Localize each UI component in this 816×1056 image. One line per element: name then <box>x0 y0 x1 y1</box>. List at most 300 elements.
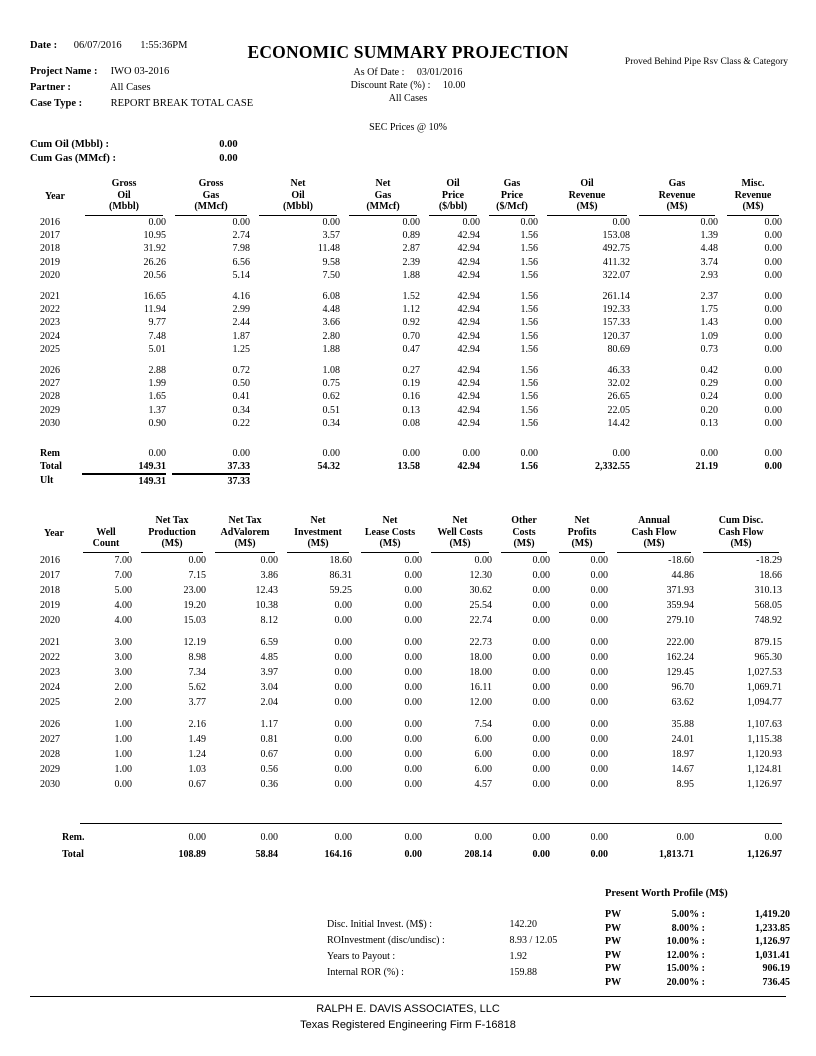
pw-tag: PW <box>605 963 622 974</box>
cell-value: 3.00 <box>114 636 132 648</box>
column-header: Net Lease Costs (M$) <box>358 503 422 553</box>
year-row <box>34 635 782 650</box>
cell-value: 965.30 <box>754 651 782 663</box>
cell-value: 35.88 <box>671 718 694 730</box>
cell-value: 9.77 <box>148 317 166 329</box>
header-row <box>34 170 782 216</box>
cell-value: 12.43 <box>255 584 278 596</box>
cell-value: 26.65 <box>607 391 630 403</box>
cell-value: 0.00 <box>404 666 422 678</box>
column-header: Year <box>45 191 65 202</box>
cell-value: 208.14 <box>464 848 492 860</box>
column-header: Gross Gas (MMcf) <box>172 170 250 216</box>
cell-value: 42.94 <box>457 330 480 342</box>
cell-value: 0.00 <box>590 681 608 693</box>
cell-value: 1.56 <box>520 317 538 329</box>
cell-value: 1.39 <box>700 229 718 241</box>
year-row <box>34 613 782 628</box>
cell-value: 1.09 <box>700 330 718 342</box>
cell-value: 46.33 <box>607 364 630 376</box>
cell-value: 149.31 <box>138 461 166 472</box>
partner-label: Partner : <box>30 82 71 93</box>
cell-value: 6.08 <box>322 290 340 302</box>
cell-value: 0.00 <box>462 447 480 459</box>
year-row <box>34 665 782 680</box>
cell-value: 22.05 <box>607 404 630 416</box>
cell-value: 1.03 <box>188 763 206 775</box>
pw-rate: 20.00% : <box>666 976 705 988</box>
cell-value: 0.00 <box>676 831 694 843</box>
cell-value: 0.00 <box>590 718 608 730</box>
production-revenue-table-wrap <box>28 170 788 489</box>
cell-value: 0.89 <box>402 229 420 241</box>
cell-value: 6.59 <box>260 636 278 648</box>
column-header: Net Profits (M$) <box>556 503 608 553</box>
cell-value: 2.87 <box>402 243 420 255</box>
row-label: 2021 <box>40 290 60 302</box>
pw-row <box>605 922 790 936</box>
cell-value: 42.94 <box>457 290 480 302</box>
cell-value: 5.14 <box>232 270 250 282</box>
stat-label: Disc. Initial Invest. (M$) : <box>327 919 432 930</box>
cell-value: 42.94 <box>457 377 480 389</box>
cell-value: 9.58 <box>322 256 340 268</box>
cell-value <box>544 473 630 488</box>
cell-value: 7.54 <box>474 718 492 730</box>
as-of-date-value: 03/01/2016 <box>416 67 463 78</box>
cell-value: 3.04 <box>260 681 278 693</box>
cum-gas-row <box>30 153 238 164</box>
cell-value: 162.24 <box>666 651 694 663</box>
cell-value <box>486 473 538 488</box>
project-name-row <box>30 66 169 77</box>
cell-value: 1.43 <box>700 317 718 329</box>
column-header: Year <box>44 528 64 539</box>
column-header: Net Well Costs (M$) <box>428 503 492 553</box>
cell-value: 1,126.97 <box>747 778 782 790</box>
column-header: Gross Oil (Mbbl) <box>82 170 166 216</box>
cell-value: 0.00 <box>532 778 550 790</box>
cell-value: 4.00 <box>114 599 132 611</box>
year-row <box>34 229 782 242</box>
cell-value: 0.00 <box>232 216 250 228</box>
cell-value: 0.00 <box>590 599 608 611</box>
cell-value: 0.00 <box>764 831 782 843</box>
cell-value: 0.00 <box>114 778 132 790</box>
cell-value: 42.94 <box>457 344 480 356</box>
costs-cashflow-table <box>28 503 788 863</box>
pw-rate: 5.00% : <box>671 909 705 920</box>
cell-value: 0.00 <box>334 599 352 611</box>
cell-value: 30.62 <box>469 584 492 596</box>
stat-row <box>327 933 557 949</box>
cell-value: 1.65 <box>148 391 166 403</box>
cell-value: 7.98 <box>232 243 250 255</box>
cell-value: 26.26 <box>143 256 166 268</box>
row-label: 2018 <box>40 243 60 255</box>
cell-value: 0.29 <box>700 377 718 389</box>
cell-value: 0.20 <box>700 404 718 416</box>
cell-value: 2.80 <box>322 330 340 342</box>
cell-value: 42.94 <box>457 303 480 315</box>
pw-tag: PW <box>605 976 622 988</box>
column-header: Net Oil (Mbbl) <box>256 170 340 216</box>
as-of-date-row <box>208 66 608 79</box>
cell-value: 11.94 <box>143 303 166 315</box>
cell-value: 2.04 <box>260 696 278 708</box>
cell-value: 0.42 <box>700 364 718 376</box>
cell-value: 1.56 <box>520 364 538 376</box>
cell-value: 222.00 <box>666 636 694 648</box>
cell-value: 1.00 <box>114 748 132 760</box>
pw-rate: 8.00% : <box>671 922 705 934</box>
cum-gas-value: 0.00 <box>219 153 238 164</box>
cell-value: 0.00 <box>764 243 782 255</box>
cell-value: 2,332.55 <box>595 461 630 472</box>
cell-value: 748.92 <box>754 614 782 626</box>
cell-value: 0.00 <box>590 748 608 760</box>
cell-value: 25.54 <box>469 599 492 611</box>
cell-value: 42.94 <box>457 418 480 430</box>
cell-value: 23.00 <box>183 584 206 596</box>
cell-value: 16.65 <box>143 290 166 302</box>
cell-value: 0.00 <box>334 718 352 730</box>
column-header: Other Costs (M$) <box>498 503 550 553</box>
cell-value: 0.00 <box>404 569 422 581</box>
cell-value: 7.48 <box>148 330 166 342</box>
cell-value: 42.94 <box>457 243 480 255</box>
cell-value: 0.00 <box>532 569 550 581</box>
year-row <box>34 762 782 777</box>
year-row <box>34 377 782 390</box>
cell-value: 58.84 <box>255 848 278 860</box>
cell-value: 21.19 <box>695 461 718 472</box>
column-header: Oil Revenue (M$) <box>544 170 630 216</box>
cell-value: 0.00 <box>334 748 352 760</box>
center-info-block <box>208 66 608 105</box>
cell-value: 6.00 <box>474 748 492 760</box>
cell-value: 18.66 <box>759 569 782 581</box>
cell-value: 0.56 <box>260 763 278 775</box>
cell-value: 157.33 <box>602 317 630 329</box>
row-label: 2029 <box>40 763 60 775</box>
cell-value: 0.00 <box>260 554 278 566</box>
cell-value: 12.19 <box>183 636 206 648</box>
cell-value: 1.49 <box>188 733 206 745</box>
pw-tag: PW <box>605 949 622 961</box>
cell-value: 42.94 <box>457 364 480 376</box>
cell-value: 568.05 <box>754 599 782 611</box>
row-label: 2020 <box>40 270 60 282</box>
cell-value: 5.01 <box>148 344 166 356</box>
cell-value: 1.00 <box>114 718 132 730</box>
year-row <box>34 256 782 269</box>
cell-value: 0.00 <box>334 651 352 663</box>
stat-row <box>327 917 557 933</box>
cell-value: 129.45 <box>666 666 694 678</box>
stat-value: 159.88 <box>509 967 537 978</box>
total-row <box>34 460 782 473</box>
cell-value: 0.00 <box>700 216 718 228</box>
cell-value: 8.98 <box>188 651 206 663</box>
cell-value: 0.08 <box>402 418 420 430</box>
cell-value: 0.00 <box>764 256 782 268</box>
costs-cashflow-table-wrap <box>28 503 788 863</box>
cell-value: 0.67 <box>188 778 206 790</box>
sec-prices-note: SEC Prices @ 10% <box>369 122 447 133</box>
cell-value: 0.00 <box>334 733 352 745</box>
cell-value: 0.00 <box>462 216 480 228</box>
spacer <box>34 357 782 364</box>
cell-value: 6.00 <box>474 733 492 745</box>
cell-value: 3.86 <box>260 569 278 581</box>
economic-stats-block <box>327 917 557 981</box>
cell-value: 32.02 <box>607 377 630 389</box>
cell-value: 1.56 <box>520 330 538 342</box>
cell-value: 0.24 <box>700 391 718 403</box>
cell-value: 0.00 <box>474 554 492 566</box>
cell-value: 13.58 <box>397 461 420 472</box>
cell-value: 0.47 <box>402 344 420 356</box>
footer-divider <box>30 996 786 997</box>
cell-value: 279.10 <box>666 614 694 626</box>
pw-rate: 10.00% : <box>666 936 705 947</box>
cell-value: 0.00 <box>612 447 630 459</box>
cell-value: 0.50 <box>232 377 250 389</box>
cell-value: 0.00 <box>322 447 340 459</box>
cell-value: 0.00 <box>404 696 422 708</box>
row-label: 2025 <box>40 344 60 356</box>
cell-value: 0.00 <box>764 330 782 342</box>
cell-value: 0.13 <box>700 418 718 430</box>
cell-value: 18.00 <box>469 666 492 678</box>
year-row <box>34 695 782 710</box>
cell-value: 1.88 <box>402 270 420 282</box>
cell-value: 4.00 <box>114 614 132 626</box>
stat-row <box>327 965 557 981</box>
column-header: Net Gas (MMcf) <box>346 170 420 216</box>
column-header: Annual Cash Flow (M$) <box>614 503 694 553</box>
cell-value: 0.00 <box>404 584 422 596</box>
cell-value: 16.11 <box>469 681 492 693</box>
column-header: Well Count <box>80 503 132 553</box>
cell-value: 18.97 <box>671 748 694 760</box>
stat-value: 8.93 / 12.05 <box>509 935 558 946</box>
cell-value: 1.56 <box>520 461 538 472</box>
pw-value: 1,419.20 <box>755 909 790 920</box>
cell-value: 0.13 <box>402 404 420 416</box>
cell-value: 0.00 <box>532 718 550 730</box>
cell-value: 0.00 <box>590 848 608 860</box>
cell-value: 22.74 <box>469 614 492 626</box>
rem-row <box>34 829 782 846</box>
cell-value: 0.00 <box>764 303 782 315</box>
cell-value: 0.00 <box>590 614 608 626</box>
row-label: 2028 <box>40 391 60 403</box>
row-label: 2021 <box>40 636 60 648</box>
reserve-category: Proved Behind Pipe Rsv Class & Category <box>624 57 788 67</box>
spacer <box>34 628 782 635</box>
cell-value: 80.69 <box>607 344 630 356</box>
row-label: 2027 <box>40 377 60 389</box>
cell-value: 120.37 <box>602 330 630 342</box>
cell-value: 0.00 <box>532 848 550 860</box>
row-label: 2019 <box>40 599 60 611</box>
cell-value <box>636 473 718 488</box>
cell-value: 3.66 <box>322 317 340 329</box>
all-cases-text: All Cases <box>388 93 428 104</box>
cell-value: 0.00 <box>404 848 422 860</box>
cell-value: 10.38 <box>255 599 278 611</box>
cell-value: 2.16 <box>188 718 206 730</box>
stat-value: 1.92 <box>509 951 527 962</box>
cell-value: 1,094.77 <box>747 696 782 708</box>
cell-value: -18.29 <box>756 554 782 566</box>
row-label: 2019 <box>40 256 60 268</box>
cell-value: 6.56 <box>232 256 250 268</box>
pw-value: 906.19 <box>762 963 790 974</box>
as-of-date-label: As Of Date : <box>353 67 405 78</box>
cell-value: 12.00 <box>469 696 492 708</box>
pw-rate: 12.00% : <box>666 949 705 961</box>
footer <box>0 1001 816 1033</box>
cell-value: 0.00 <box>532 748 550 760</box>
year-row <box>34 303 782 316</box>
cell-value: 0.00 <box>404 748 422 760</box>
cell-value: 22.73 <box>469 636 492 648</box>
cell-value: 54.32 <box>317 461 340 472</box>
cell-value: 42.94 <box>457 256 480 268</box>
cell-value: 1.08 <box>322 364 340 376</box>
cell-value: 0.00 <box>764 290 782 302</box>
discount-rate-value: 10.00 <box>442 80 466 91</box>
cell-value: 0.00 <box>188 554 206 566</box>
cell-value: 0.00 <box>334 681 352 693</box>
cell-value: 1.37 <box>148 404 166 416</box>
cell-value: 1.56 <box>520 404 538 416</box>
cell-value: 0.36 <box>260 778 278 790</box>
stat-label: Years to Payout : <box>327 951 396 962</box>
cell-value: 0.00 <box>404 718 422 730</box>
cell-value: 0.00 <box>764 216 782 228</box>
cell-value: 3.97 <box>260 666 278 678</box>
cell-value: 5.00 <box>114 584 132 596</box>
cell-value: 0.34 <box>232 404 250 416</box>
year-row <box>34 316 782 329</box>
year-row <box>34 553 782 568</box>
cum-gas-label: Cum Gas (MMcf) : <box>30 153 117 164</box>
pw-profile-title: Present Worth Profile (M$) <box>605 888 728 899</box>
cell-value: 0.00 <box>764 344 782 356</box>
column-header: Gas Price ($/Mcf) <box>486 170 538 216</box>
cell-value: 0.00 <box>590 651 608 663</box>
cell-value: 15.03 <box>183 614 206 626</box>
cell-value: 6.00 <box>474 763 492 775</box>
cell-value: 2.93 <box>700 270 718 282</box>
cell-value: 1.56 <box>520 256 538 268</box>
cell-value: 0.00 <box>402 216 420 228</box>
cell-value: 1,813.71 <box>659 848 694 860</box>
cell-value: 7.50 <box>322 270 340 282</box>
cell-value: 0.00 <box>148 447 166 459</box>
row-label: 2016 <box>40 554 60 566</box>
rem-row <box>34 447 782 460</box>
pw-value: 1,233.85 <box>755 922 790 934</box>
cell-value: 371.93 <box>666 584 694 596</box>
cell-value: 0.92 <box>402 317 420 329</box>
row-label: 2023 <box>40 317 60 329</box>
spacer <box>34 710 782 717</box>
row-label: 2022 <box>40 651 60 663</box>
cell-value: 0.00 <box>590 763 608 775</box>
cell-value: 1.25 <box>232 344 250 356</box>
cell-value: 20.56 <box>143 270 166 282</box>
cell-value: 164.16 <box>324 848 352 860</box>
cell-value: 1,120.93 <box>747 748 782 760</box>
row-label: 2024 <box>40 330 60 342</box>
cell-value: 153.08 <box>602 229 630 241</box>
cell-value: 19.20 <box>183 599 206 611</box>
year-row <box>34 404 782 417</box>
pw-row <box>605 949 790 963</box>
cell-value: 1,126.97 <box>747 848 782 860</box>
cell-value: 4.85 <box>260 651 278 663</box>
cell-value: 42.94 <box>457 317 480 329</box>
row-label: 2030 <box>40 778 60 790</box>
cell-value: 42.94 <box>457 404 480 416</box>
stat-label: ROInvestment (disc/undisc) : <box>327 935 445 946</box>
row-label: 2030 <box>40 418 60 430</box>
cell-value: 0.00 <box>764 391 782 403</box>
cell-value: 2.44 <box>232 317 250 329</box>
year-row <box>34 583 782 598</box>
cell-value <box>80 829 132 846</box>
cell-value: 0.00 <box>532 681 550 693</box>
cell-value: 2.00 <box>114 681 132 693</box>
cum-oil-value: 0.00 <box>219 139 238 150</box>
cell-value: 879.15 <box>754 636 782 648</box>
all-cases-row <box>208 92 608 105</box>
cell-value: 0.00 <box>404 599 422 611</box>
cell-value: 3.00 <box>114 666 132 678</box>
cell-value: 0.00 <box>532 666 550 678</box>
cell-value: 1.88 <box>322 344 340 356</box>
row-label: 2028 <box>40 748 60 760</box>
cell-value: 7.00 <box>114 569 132 581</box>
date-value: 06/07/2016 <box>73 40 122 51</box>
cell-value: 0.00 <box>532 831 550 843</box>
cell-value: 1,124.81 <box>747 763 782 775</box>
discount-rate-row <box>208 79 608 92</box>
year-row <box>34 330 782 343</box>
cell-value: 0.00 <box>590 569 608 581</box>
pw-value: 736.45 <box>762 976 790 988</box>
cell-value: 0.00 <box>404 614 422 626</box>
year-row <box>34 650 782 665</box>
present-worth-profile <box>605 888 790 989</box>
cell-value <box>426 473 480 488</box>
cell-value: 0.00 <box>474 831 492 843</box>
year-row <box>34 417 782 430</box>
case-type-value: REPORT BREAK TOTAL CASE <box>110 98 254 109</box>
cell-value: 1.56 <box>520 229 538 241</box>
year-row <box>34 568 782 583</box>
pw-row <box>605 908 790 922</box>
cell-value <box>346 473 420 488</box>
cell-value: 7.15 <box>188 569 206 581</box>
cell-value: 0.00 <box>532 636 550 648</box>
cell-value: 0.00 <box>764 229 782 241</box>
